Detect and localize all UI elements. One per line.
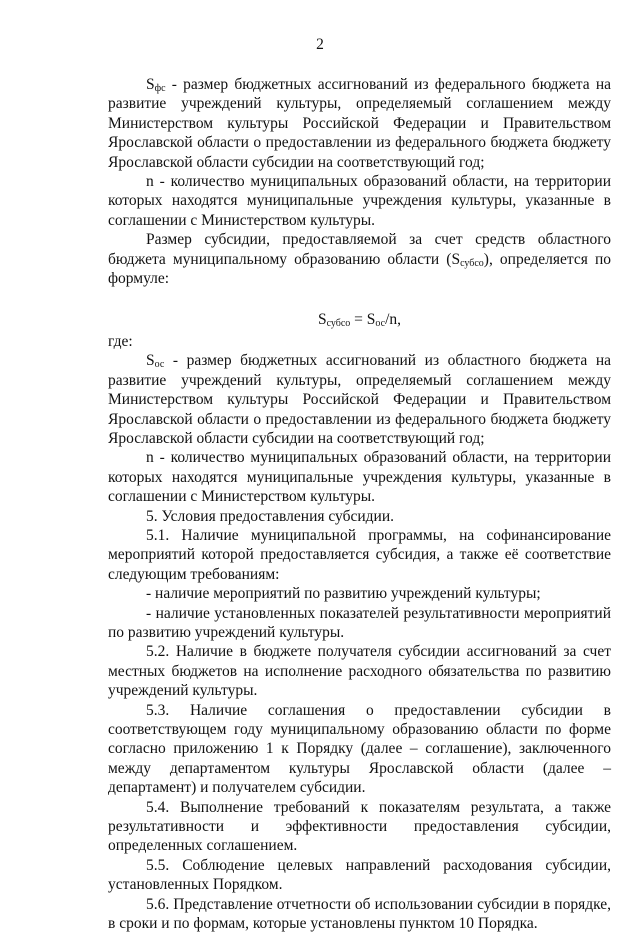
paragraph-n-definition: n - количество муниципальных образований области, на территории которых находятся муниципальные учреждения культуры, указанные в соглашении с Министерством культуры. xyxy=(108,173,611,229)
clause-5-1: 5.1. Наличие муниципальной программы, на софинансирование мероприятий которой предоставляется субсидия, а также её соответствие следующим требованиям: xyxy=(108,526,611,583)
definition-text: - размер бюджетных ассигнований из областного бюджета на развитие учреждений культуры, определяемый соглашением между Министерством культуры Российской Федерации и Правительством Ярославской области о предоставлении из федерального бюджета бюджету Ярославской области субсидии на соответствующий год; xyxy=(108,352,611,447)
formula-equals: = S xyxy=(350,311,376,329)
page-number: 2 xyxy=(316,36,324,53)
subscript-fs: фс xyxy=(154,83,166,94)
symbol-s: S xyxy=(146,76,155,93)
symbol-s: S xyxy=(146,352,155,370)
clause-5-1-item-a: - наличие мероприятий по развитию учреждений культуры; xyxy=(146,585,541,603)
paragraph-s-os-definition xyxy=(108,351,611,448)
clause-5-2: 5.2. Наличие в бюджете получателя субсидии ассигнований за счет местных бюджетов на исполнение расходного обязательства по развитию учреждений культуры. xyxy=(108,643,611,700)
clause-5-5: 5.5. Соблюдение целевых направлений расходования субсидии, установленных Порядком. xyxy=(108,856,611,894)
clause-5-6: 5.6. Представление отчетности об использовании субсидии в порядке, в сроки и по формам, которые установлены пунктом 10 Порядка. xyxy=(108,895,611,933)
subscript-subso: субсо xyxy=(460,257,484,269)
paragraph-n-definition-2: n - количество муниципальных образований области, на территории которых находятся муниципальные учреждения культуры, указанные в соглашении с Министерством культуры. xyxy=(108,449,611,506)
paragraph-subsidy-size xyxy=(108,230,611,288)
paragraph-s-fs-definition xyxy=(108,75,611,172)
clause-5-4: 5.4. Выполнение требований к показателям результата, а также результативности и эффективности предоставления субсидии, определенных соглашением. xyxy=(108,798,611,855)
formula-end: /n, xyxy=(385,311,402,329)
where-label: где: xyxy=(108,332,133,350)
section-5-heading: 5. Условия предоставления субсидии. xyxy=(146,507,395,525)
subsidy-size-text: Размер субсидии, предоставляемой за счет средств областного бюджета муниципальному образованию области (S xyxy=(108,231,611,268)
clause-5-1-item-b: - наличие установленных показателей результативности мероприятий по развитию учреждений культуры. xyxy=(108,604,611,641)
formula xyxy=(108,310,611,329)
formula-symbol: S xyxy=(317,311,327,329)
subscript-os: ос xyxy=(154,359,165,371)
document-body xyxy=(108,75,611,933)
clause-5-3: 5.3. Наличие соглашения о предоставлении субсидии в соответствующем году муниципальному образованию области по форме согласно приложению 1 к Порядку (далее – соглашение), заключенного между департаментом культуры Ярославской области (далее – департамент) и получателем субсидии. xyxy=(108,701,611,797)
subsidy-size-text-end: ), определяется по формуле: xyxy=(108,250,611,288)
formula-subscript-subso: субсо xyxy=(326,318,351,330)
formula-subscript-os: ос xyxy=(375,318,386,330)
definition-text: - размер бюджетных ассигнований из федерального бюджета на развитие учреждений культуры, определяемый соглашением между Министерством культуры Российской Федерации и Правительством Ярославской области о предоставлении из федерального бюджета бюджету Ярославской области субсидии на соответствующий год; xyxy=(108,76,611,171)
